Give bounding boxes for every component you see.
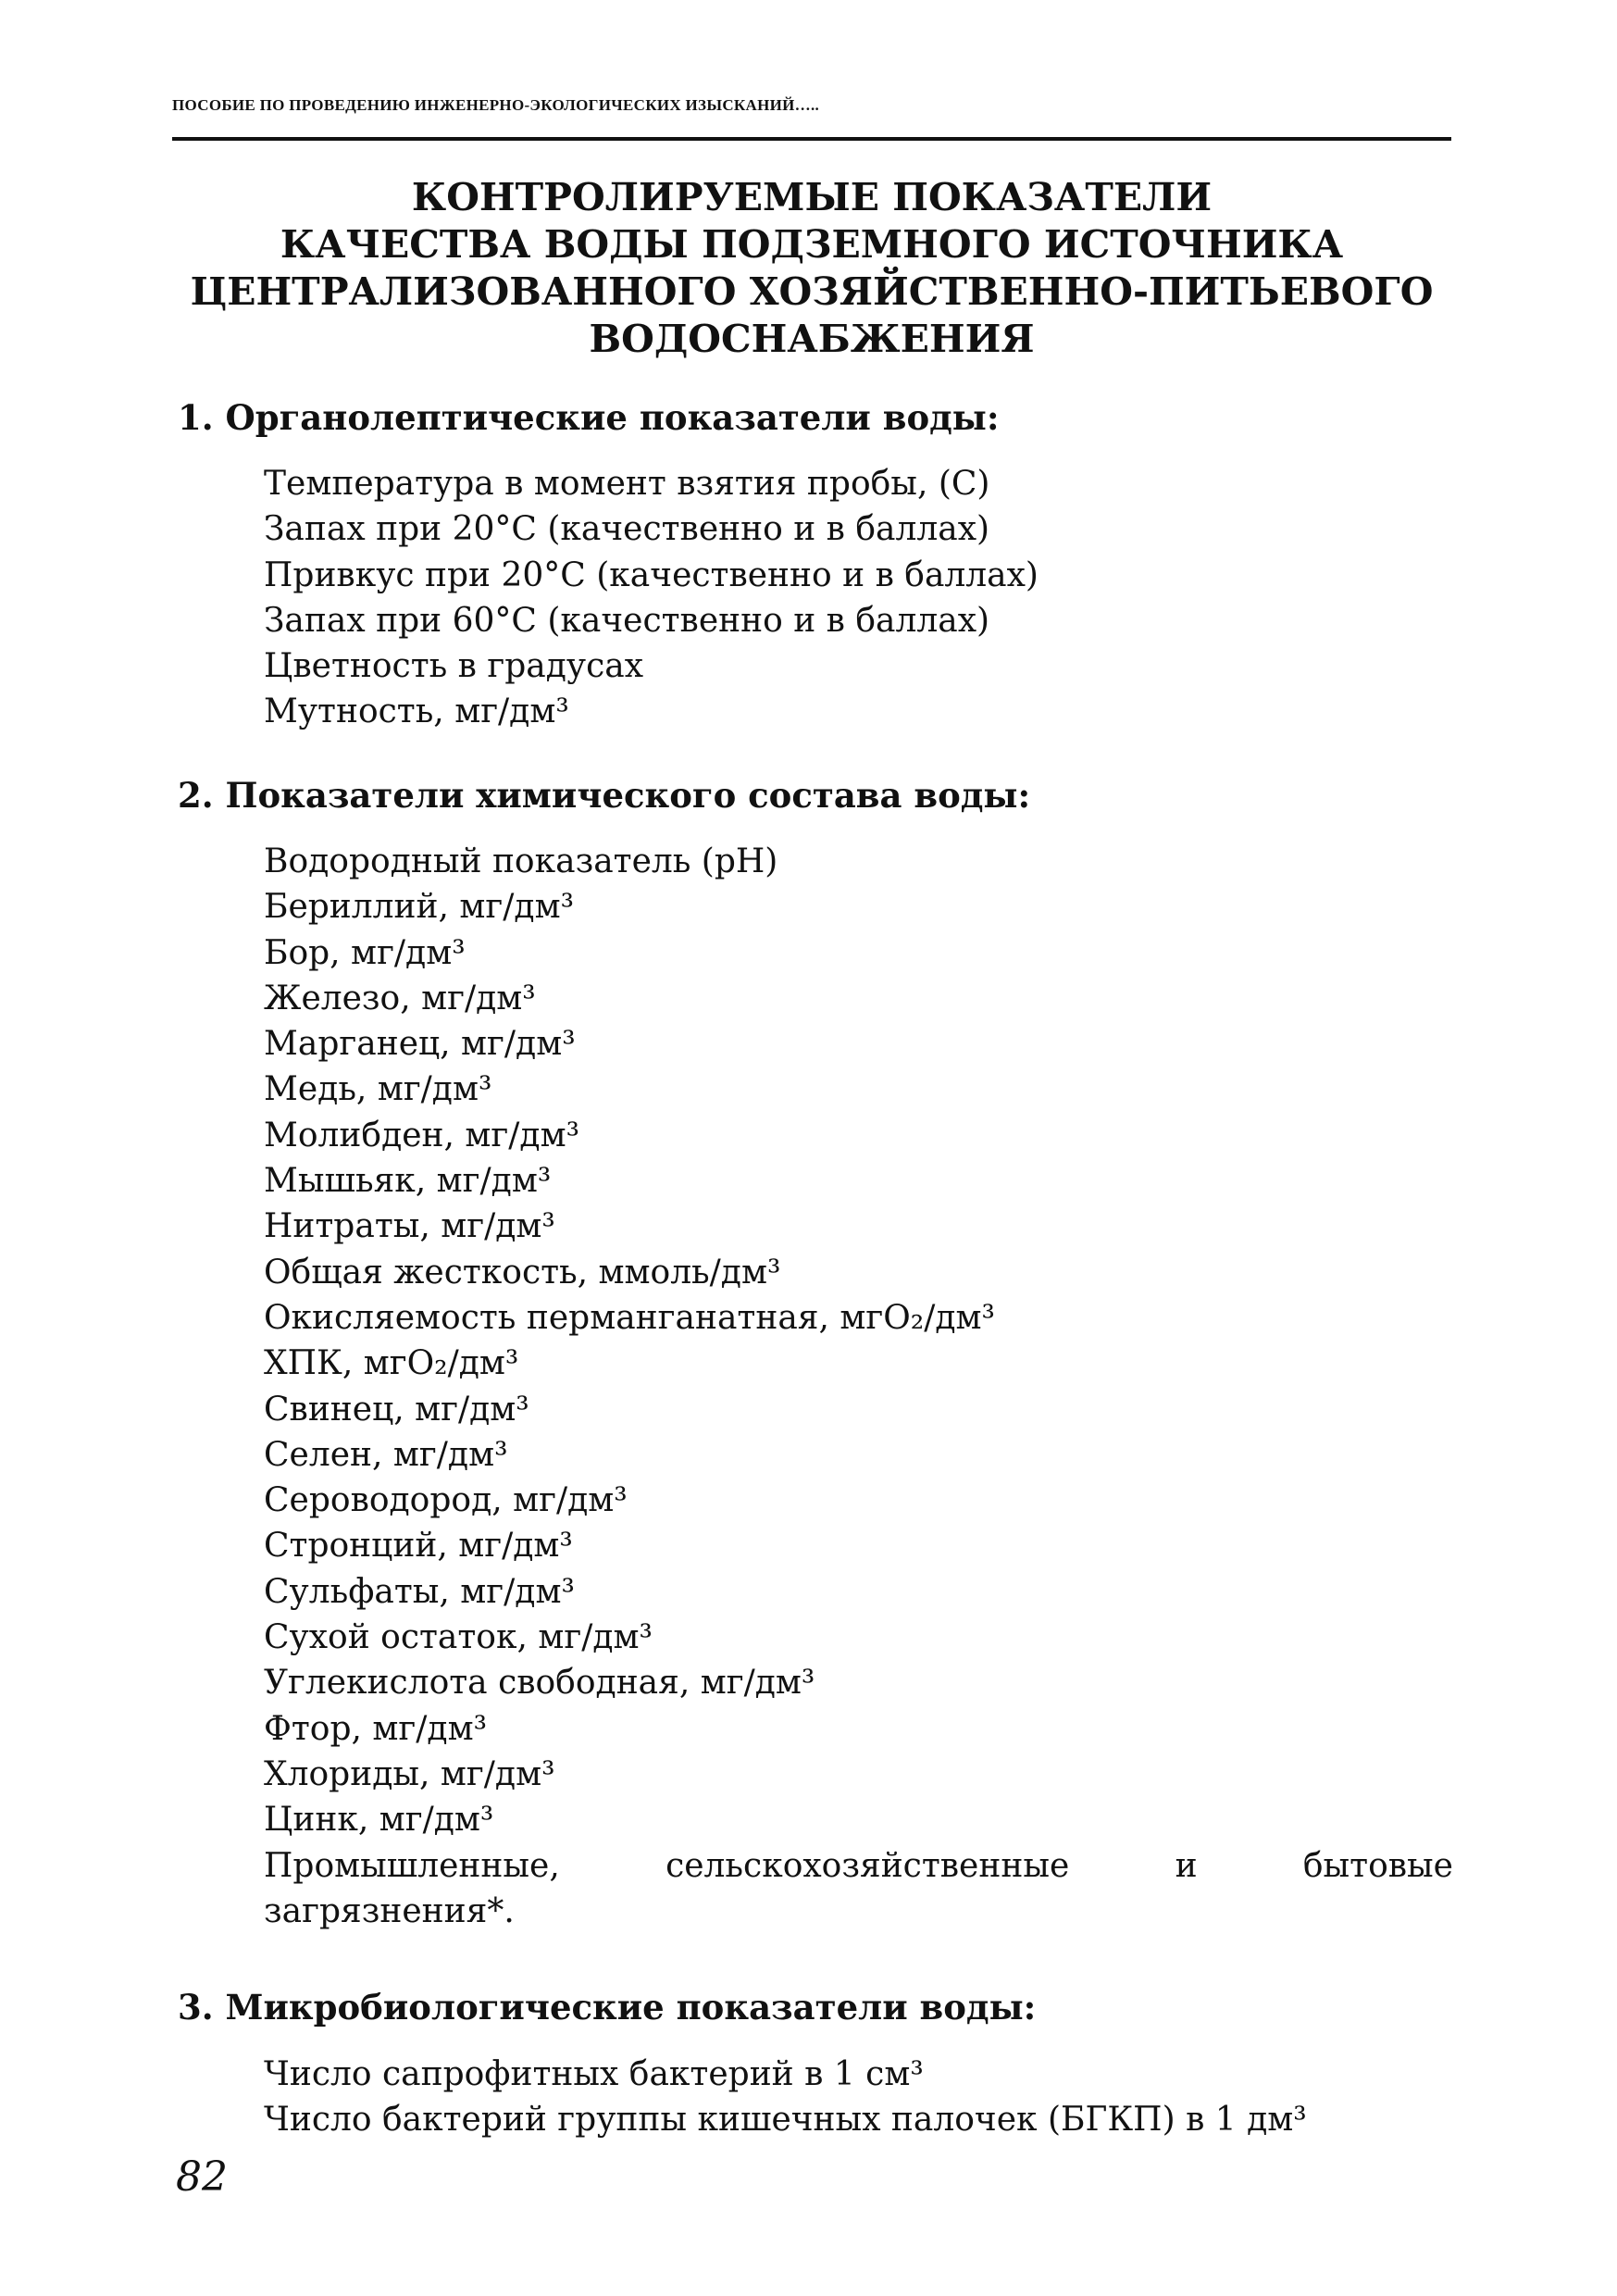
list-item: Медь, мг/дм³ [264,1070,492,1109]
list-item: Хлориды, мг/дм³ [264,1754,555,1793]
list-item-pollution [264,1843,1453,1889]
list-item: Марганец, мг/дм³ [264,1025,576,1064]
list-item: Сульфаты, мг/дм³ [264,1572,575,1611]
list-item: Привкус при 20°С (качественно и в баллах) [264,555,1039,594]
list-item: Свинец, мг/дм³ [264,1390,529,1429]
section-list-microbiological [264,2052,1453,2143]
title-line: КАЧЕСТВА ВОДЫ ПОДЗЕМНОГО ИСТОЧНИКА [280,222,1344,267]
list-item: Запах при 20°С (качественно и в баллах) [264,510,990,549]
list-item: Стронций, мг/дм³ [264,1527,573,1566]
list-item: Селен, мг/дм³ [264,1435,508,1474]
list-item: Углекислота свободная, мг/дм³ [264,1664,815,1703]
list-item-continuation: загрязнения*. [264,1891,515,1930]
section-heading-chemical: 2. Показатели химического состава воды: [178,775,1031,816]
list-item: Общая жесткость, ммоль/дм³ [264,1253,781,1292]
page-number: 82 [176,2153,228,2201]
pollution-word: бытовые [1302,1846,1453,1885]
list-item: Водородный показатель (рН) [264,842,778,880]
list-item: Цинк, мг/дм³ [264,1801,494,1840]
header-rule [172,137,1451,141]
section-heading-microbiological: 3. Микробиологические показатели воды: [178,1987,1037,2028]
list-item: Число бактерий группы кишечных палочек (БГКП) в 1 дм³ [264,2101,1307,2140]
title-line: КОНТРОЛИРУЕМЫЕ ПОКАЗАТЕЛИ [411,175,1213,219]
title-line: ВОДОСНАБЖЕНИЯ [589,317,1035,361]
title-line: ЦЕНТРАЛИЗОВАННОГО ХОЗЯЙСТВЕННО-ПИТЬЕВОГО [190,269,1434,314]
document-title [172,174,1451,363]
list-item: Цветность в градусах [264,647,644,686]
pollution-word: сельскохозяйственные [665,1846,1070,1885]
section-list-chemical [264,839,1453,1934]
list-item: Бор, мг/дм³ [264,933,466,972]
pollution-word: Промышленные, [264,1846,560,1885]
list-item: Молибден, мг/дм³ [264,1116,580,1154]
running-head: ПОСОБИЕ ПО ПРОВЕДЕНИЮ ИНЖЕНЕРНО-ЭКОЛОГИЧЕСКИХ ИЗЫСКАНИЙ….. [172,96,820,114]
section-heading-organoleptic: 1. Органолептические показатели воды: [178,397,1000,438]
list-item: Сероводород, мг/дм³ [264,1481,628,1520]
list-item: Фтор, мг/дм³ [264,1709,487,1748]
list-item: ХПК, мгО₂/дм³ [264,1344,519,1383]
list-item: Мутность, мг/дм³ [264,693,569,731]
pollution-word: и [1175,1846,1198,1885]
section-list-organoleptic [264,461,1453,735]
list-item: Мышьяк, мг/дм³ [264,1162,552,1201]
list-item: Сухой остаток, мг/дм³ [264,1618,653,1657]
list-item: Запах при 60°С (качественно и в баллах) [264,601,990,640]
list-item: Нитраты, мг/дм³ [264,1207,555,1246]
list-item: Температура в момент взятия пробы, (С) [264,465,990,503]
list-item: Бериллий, мг/дм³ [264,888,575,927]
list-item: Железо, мг/дм³ [264,979,536,1017]
list-item: Число сапрофитных бактерий в 1 см³ [264,2055,924,2093]
list-item: Окисляемость перманганатная, мгО₂/дм³ [264,1298,995,1337]
